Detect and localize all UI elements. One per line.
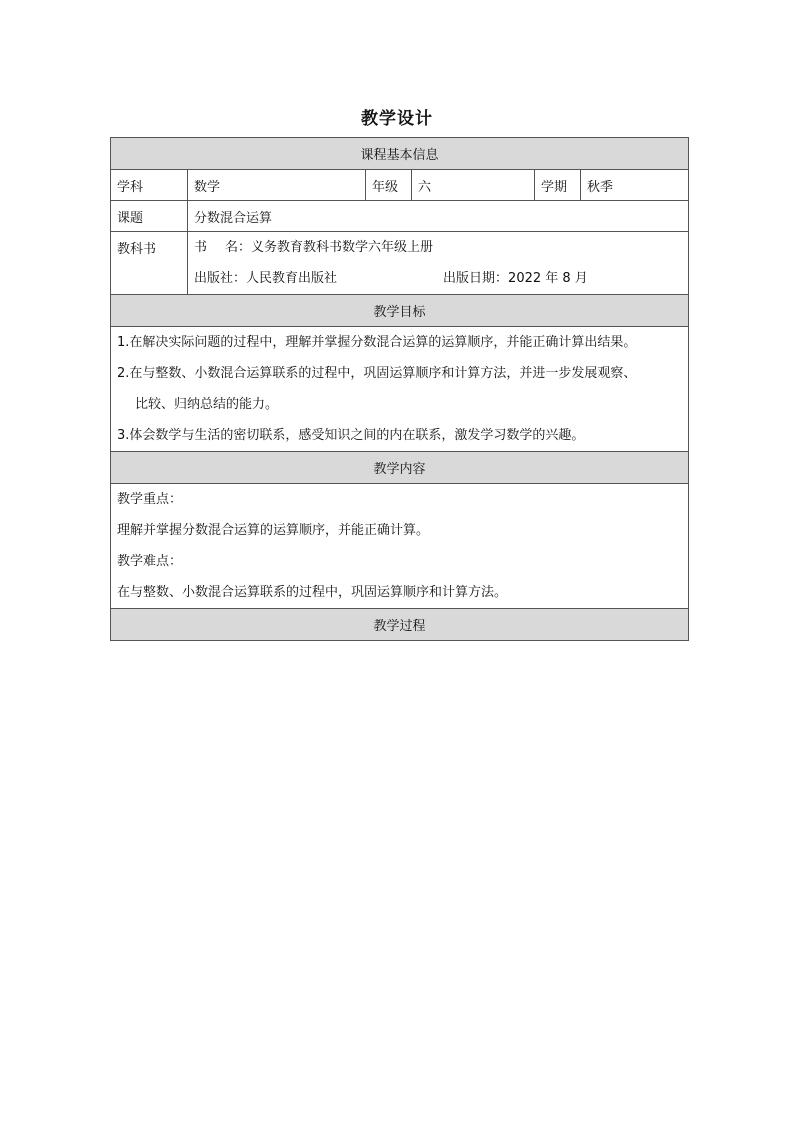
publish-date-label: 出版日期： <box>443 271 509 286</box>
page-title: 教学设计 <box>361 109 433 129</box>
textbook-label: 教科书 <box>111 232 188 295</box>
grade-value: 六 <box>412 170 535 201</box>
book-name-value: 义务教育教科书数学六年级上册 <box>251 240 434 255</box>
section-title: 课程基本信息 <box>111 138 689 170</box>
objective-item-continued: 比较、归纳总结的能力。 <box>135 397 279 412</box>
key-point-text: 理解并掌握分数混合运算的运算顺序，并能正确计算。 <box>117 523 430 538</box>
objectives-row <box>111 327 689 452</box>
content-block <box>111 484 689 609</box>
difficulty-label: 教学难点： <box>117 554 183 569</box>
book-name-label-b: 名： <box>225 240 252 255</box>
lesson-plan-table <box>110 137 689 641</box>
section-title: 教学目标 <box>111 295 689 327</box>
content-row <box>111 484 689 609</box>
objectives-list <box>111 327 689 452</box>
section-header-objectives <box>111 295 689 327</box>
objective-item: 2.在与整数、小数混合运算联系的过程中，巩固运算顺序和计算方法，并进一步发展观察、 <box>117 366 637 381</box>
section-header-basic-info <box>111 138 689 170</box>
subject-label: 学科 <box>111 170 188 201</box>
topic-value: 分数混合运算 <box>188 201 689 232</box>
topic-label: 课题 <box>111 201 188 232</box>
section-title: 教学过程 <box>111 609 689 641</box>
term-label: 学期 <box>535 170 581 201</box>
section-title: 教学内容 <box>111 452 689 484</box>
info-row-textbook <box>111 232 689 295</box>
subject-value: 数学 <box>188 170 366 201</box>
textbook-details <box>188 232 689 295</box>
key-point-label: 教学重点： <box>117 492 183 507</box>
info-row-subject <box>111 170 689 201</box>
book-name-line <box>194 232 682 263</box>
publish-date-value: 2022 年 8 月 <box>508 271 588 286</box>
grade-label: 年级 <box>366 170 412 201</box>
term-value: 秋季 <box>581 170 689 201</box>
section-header-process <box>111 609 689 641</box>
info-row-topic <box>111 201 689 232</box>
publisher-value: 人民教育出版社 <box>246 271 338 286</box>
publisher-line <box>194 263 682 294</box>
section-header-content <box>111 452 689 484</box>
book-name-label-a: 书 <box>194 240 208 255</box>
difficulty-text: 在与整数、小数混合运算联系的过程中，巩固运算顺序和计算方法。 <box>117 585 508 600</box>
publisher-label: 出版社： <box>194 271 247 286</box>
objective-item: 1.在解决实际问题的过程中，理解并掌握分数混合运算的运算顺序，并能正确计算出结果。 <box>117 335 637 350</box>
objective-item: 3.体会数学与生活的密切联系，感受知识之间的内在联系，激发学习数学的兴趣。 <box>117 428 585 443</box>
